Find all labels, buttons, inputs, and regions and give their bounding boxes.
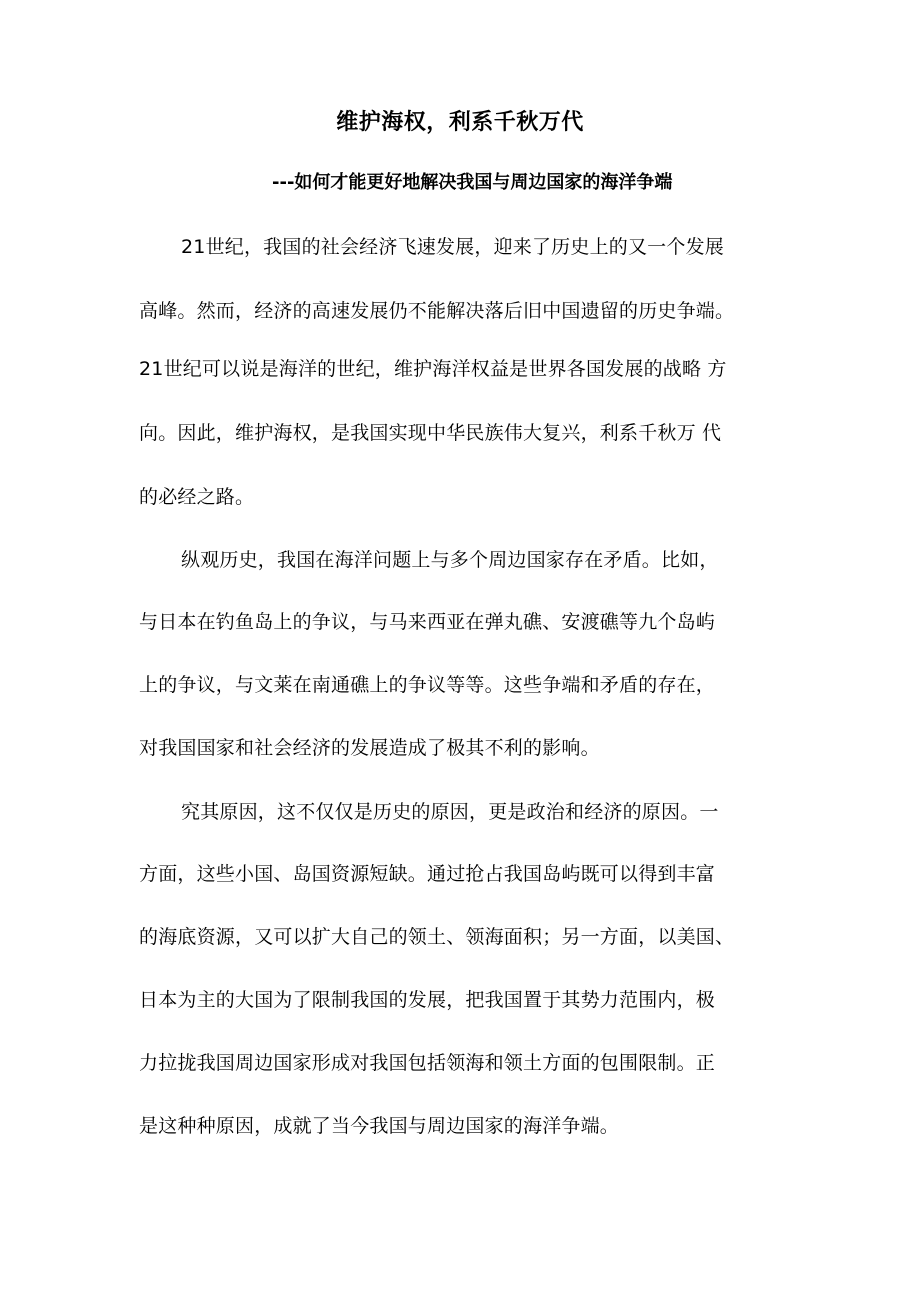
paragraph-line: 21世纪，我国的社会经济飞速发展，迎来了历史上的又一个发展 <box>181 236 724 258</box>
paragraph-line: 的必经之路。 <box>139 486 255 508</box>
document-subtitle: ---如何才能更好地解决我国与周边国家的海洋争端 <box>272 172 673 193</box>
paragraph-line: 是这种种原因，成就了当今我国与周边国家的海洋争端。 <box>139 1115 620 1137</box>
paragraph-line: 向。因此，维护海权，是我国实现中华民族伟大复兴，利系千秋万 代 <box>139 422 722 444</box>
paragraph-line: 21世纪可以说是海洋的世纪，维护海洋权益是世界各国发展的战略 方 <box>139 358 727 380</box>
paragraph-line: 方面，这些小国、岛国资源短缺。通过抢占我国岛屿既可以得到丰富 <box>139 863 716 885</box>
paragraph-line: 对我国国家和社会经济的发展造成了极其不利的影响。 <box>139 737 600 759</box>
paragraph-line: 究其原因，这不仅仅是历史的原因，更是政治和经济的原因。一 <box>181 801 719 823</box>
paragraph-line: 高峰。然而，经济的高速发展仍不能解决落后旧中国遗留的历史争端。 <box>139 300 735 322</box>
paragraph-line: 上的争议，与文莱在南通礁上的争议等等。这些争端和矛盾的存在， <box>139 674 716 696</box>
paragraph-line: 的海底资源，又可以扩大自己的领土、领海面积；另一方面，以美国、 <box>139 926 735 948</box>
paragraph-line: 纵观历史，我国在海洋问题上与多个周边国家存在矛盾。比如， <box>181 549 719 571</box>
document-title: 维护海权，利系千秋万代 <box>336 110 584 135</box>
paragraph-line: 力拉拢我国周边国家形成对我国包括领海和领土方面的包围限制。正 <box>139 1052 716 1074</box>
paragraph-line: 与日本在钓鱼岛上的争议，与马来西亚在弹丸礁、安渡礁等九个岛屿 <box>139 611 716 633</box>
paragraph-line: 日本为主的大国为了限制我国的发展，把我国置于其势力范围内，极 <box>139 989 716 1011</box>
